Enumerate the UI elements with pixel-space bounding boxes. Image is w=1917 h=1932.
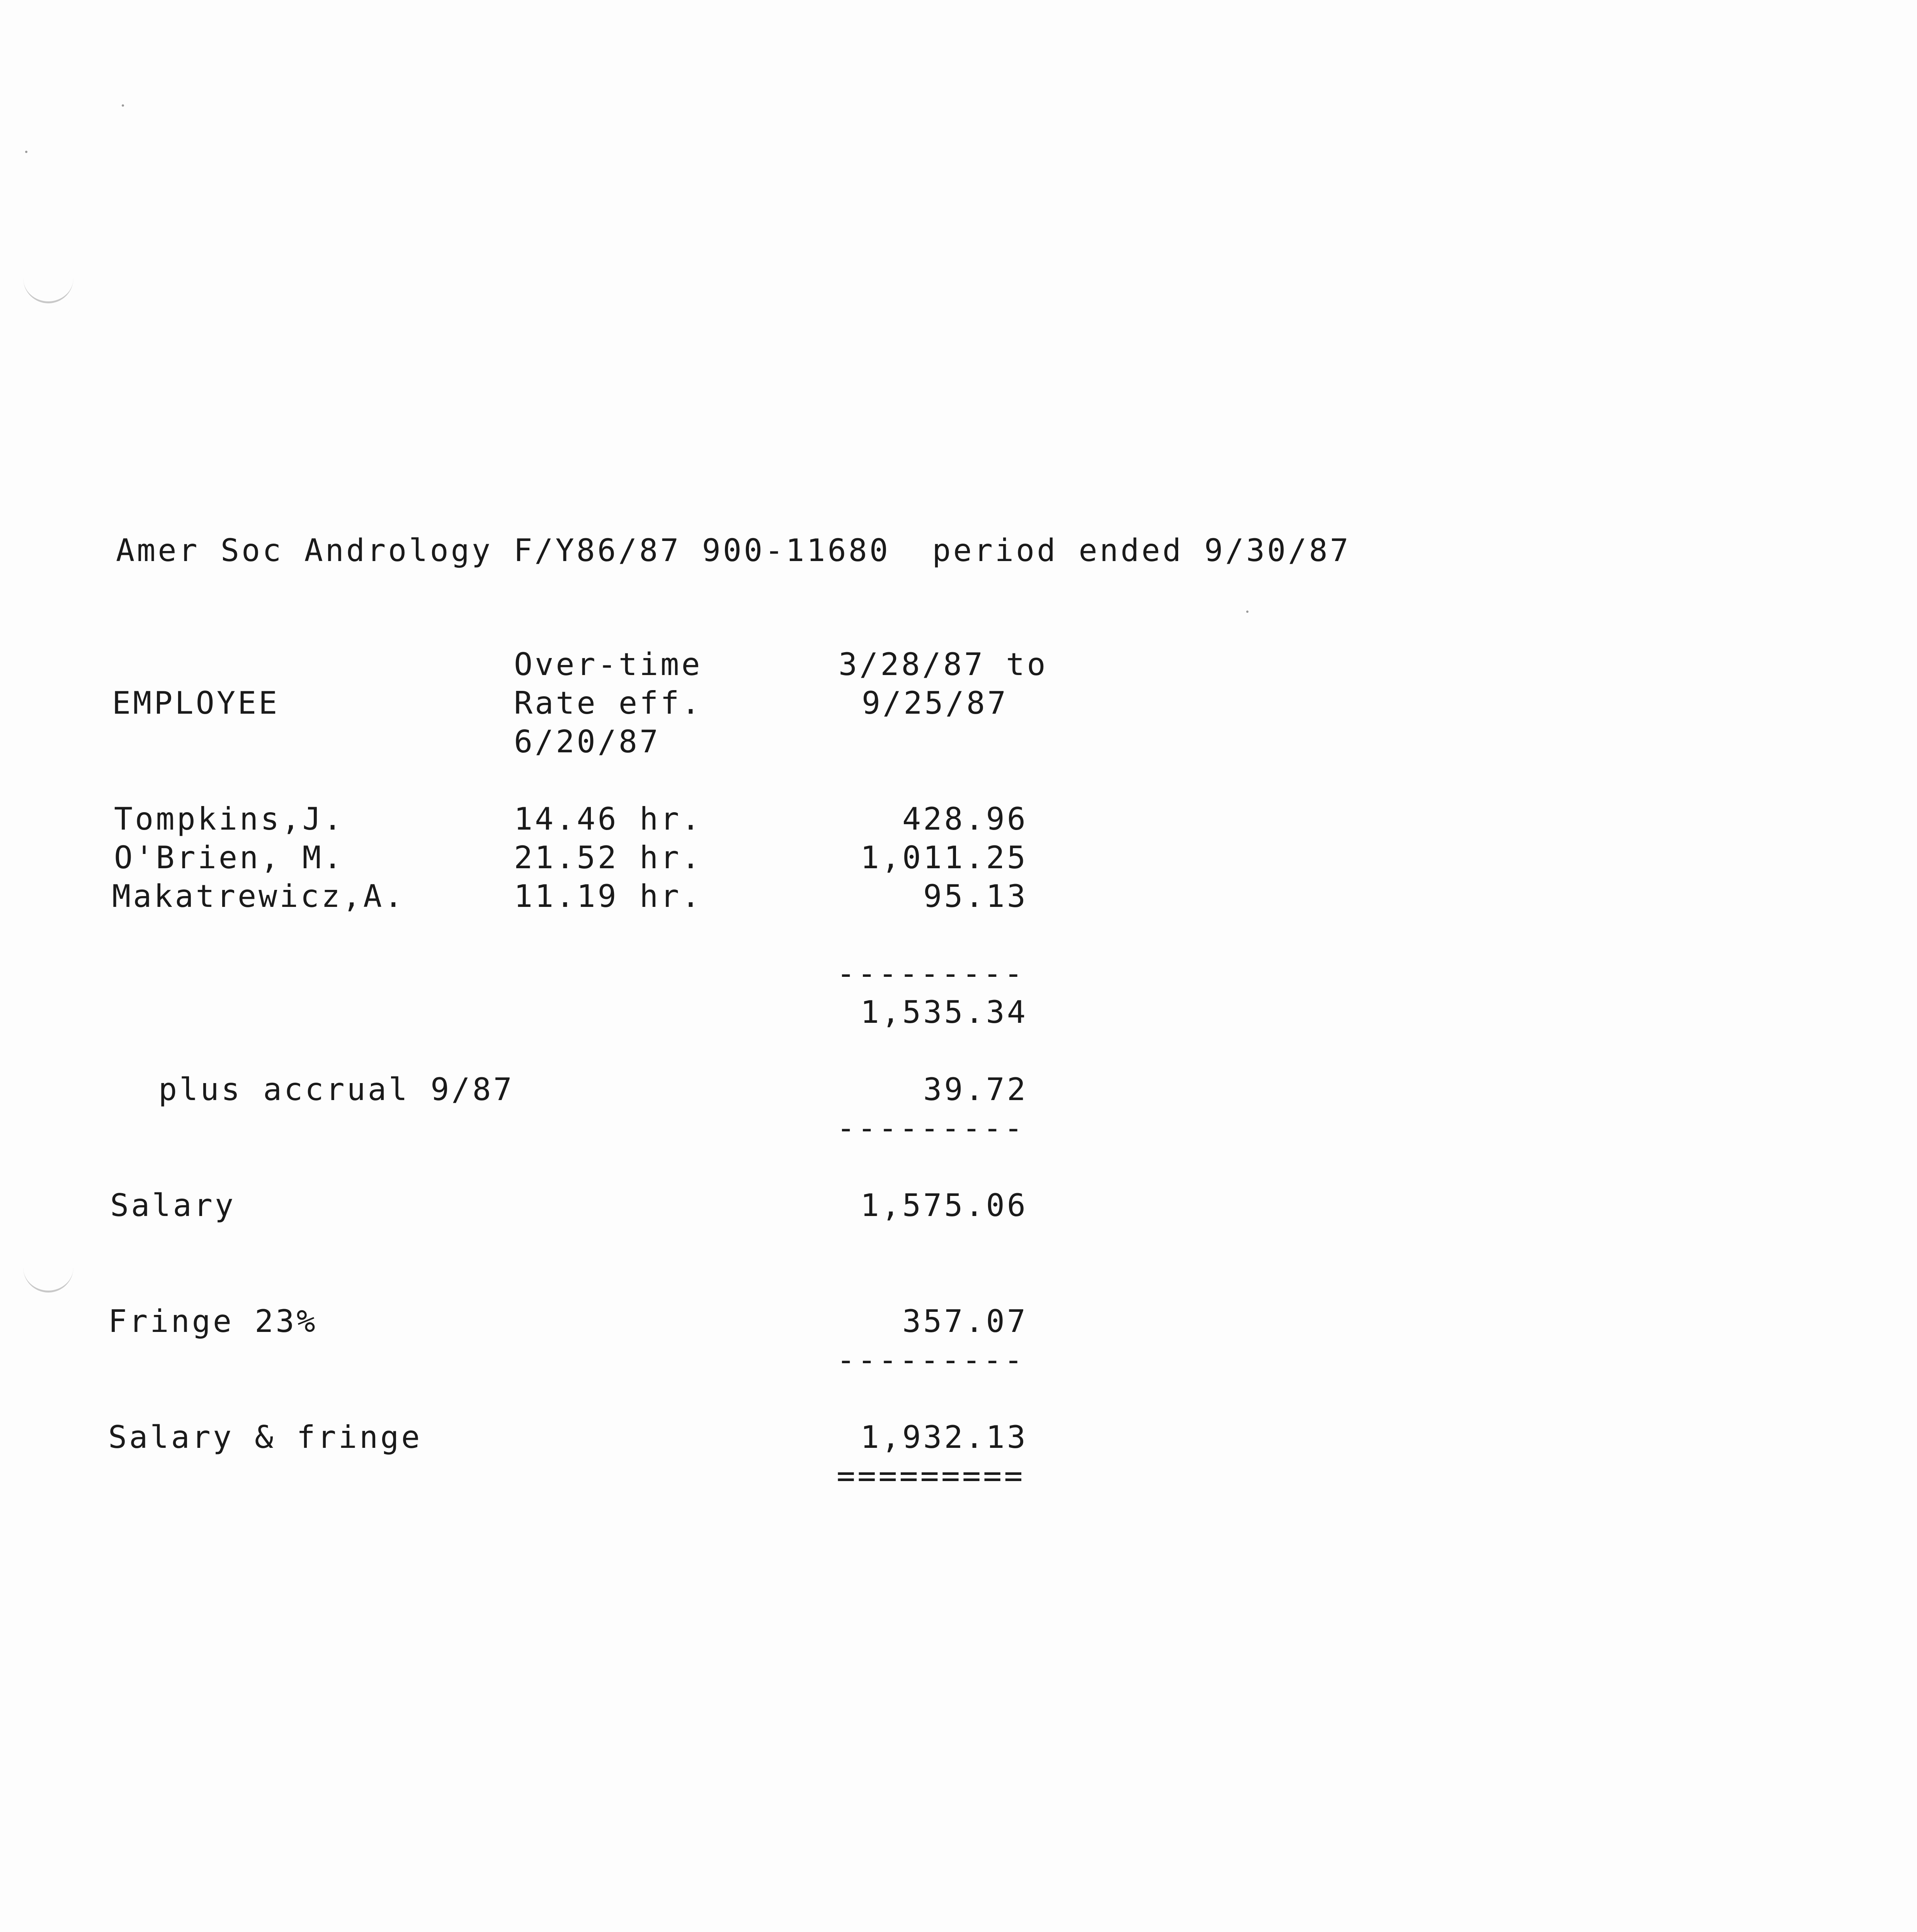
punch-hole-mark-top <box>23 274 73 303</box>
employee-amount: 428.96 <box>902 801 1028 837</box>
accrual-amount: 39.72 <box>923 1071 1028 1107</box>
salary-amount: 1,575.06 <box>860 1187 1028 1223</box>
subtotal-rule: --------- <box>837 956 1025 992</box>
document-header: Amer Soc Andrology F/Y86/87 900-11680 period ended 9/30/87 <box>116 532 1351 568</box>
employee-name: O'Brien, M. <box>114 840 344 876</box>
punch-hole-mark-middle <box>23 1264 73 1293</box>
total-double-rule: ========= <box>837 1458 1025 1494</box>
total-label: Salary & fringe <box>108 1419 422 1455</box>
employee-name: Makatrewicz,A. <box>112 878 405 914</box>
scan-speck <box>1246 611 1249 613</box>
overtime-rate: 21.52 hr. <box>514 840 703 876</box>
subtotal-amount: 1,535.34 <box>860 994 1028 1030</box>
employee-column-header: EMPLOYEE <box>112 685 280 721</box>
period-header-line1: 3/28/87 to <box>839 646 1048 682</box>
accrual-label: plus accrual 9/87 <box>158 1071 514 1107</box>
salary-label: Salary <box>110 1187 236 1223</box>
employee-amount: 95.13 <box>923 878 1028 914</box>
accrual-rule: --------- <box>837 1110 1025 1146</box>
overtime-rate: 11.19 hr. <box>514 878 703 914</box>
overtime-rate: 14.46 hr. <box>514 801 703 837</box>
employee-amount: 1,011.25 <box>860 840 1028 876</box>
scan-speck <box>25 151 27 153</box>
rate-header-line1: Over-time <box>514 646 703 682</box>
fringe-label: Fringe 23% <box>108 1303 318 1339</box>
rate-header-line3: 6/20/87 <box>514 724 661 760</box>
employee-name: Tompkins,J. <box>114 801 344 837</box>
total-amount: 1,932.13 <box>860 1419 1028 1455</box>
scan-speck <box>122 104 124 107</box>
period-header-line2: 9/25/87 <box>862 685 1009 721</box>
fringe-rule: --------- <box>837 1342 1025 1378</box>
fringe-amount: 357.07 <box>902 1303 1028 1339</box>
rate-header-line2: Rate eff. <box>514 685 703 721</box>
